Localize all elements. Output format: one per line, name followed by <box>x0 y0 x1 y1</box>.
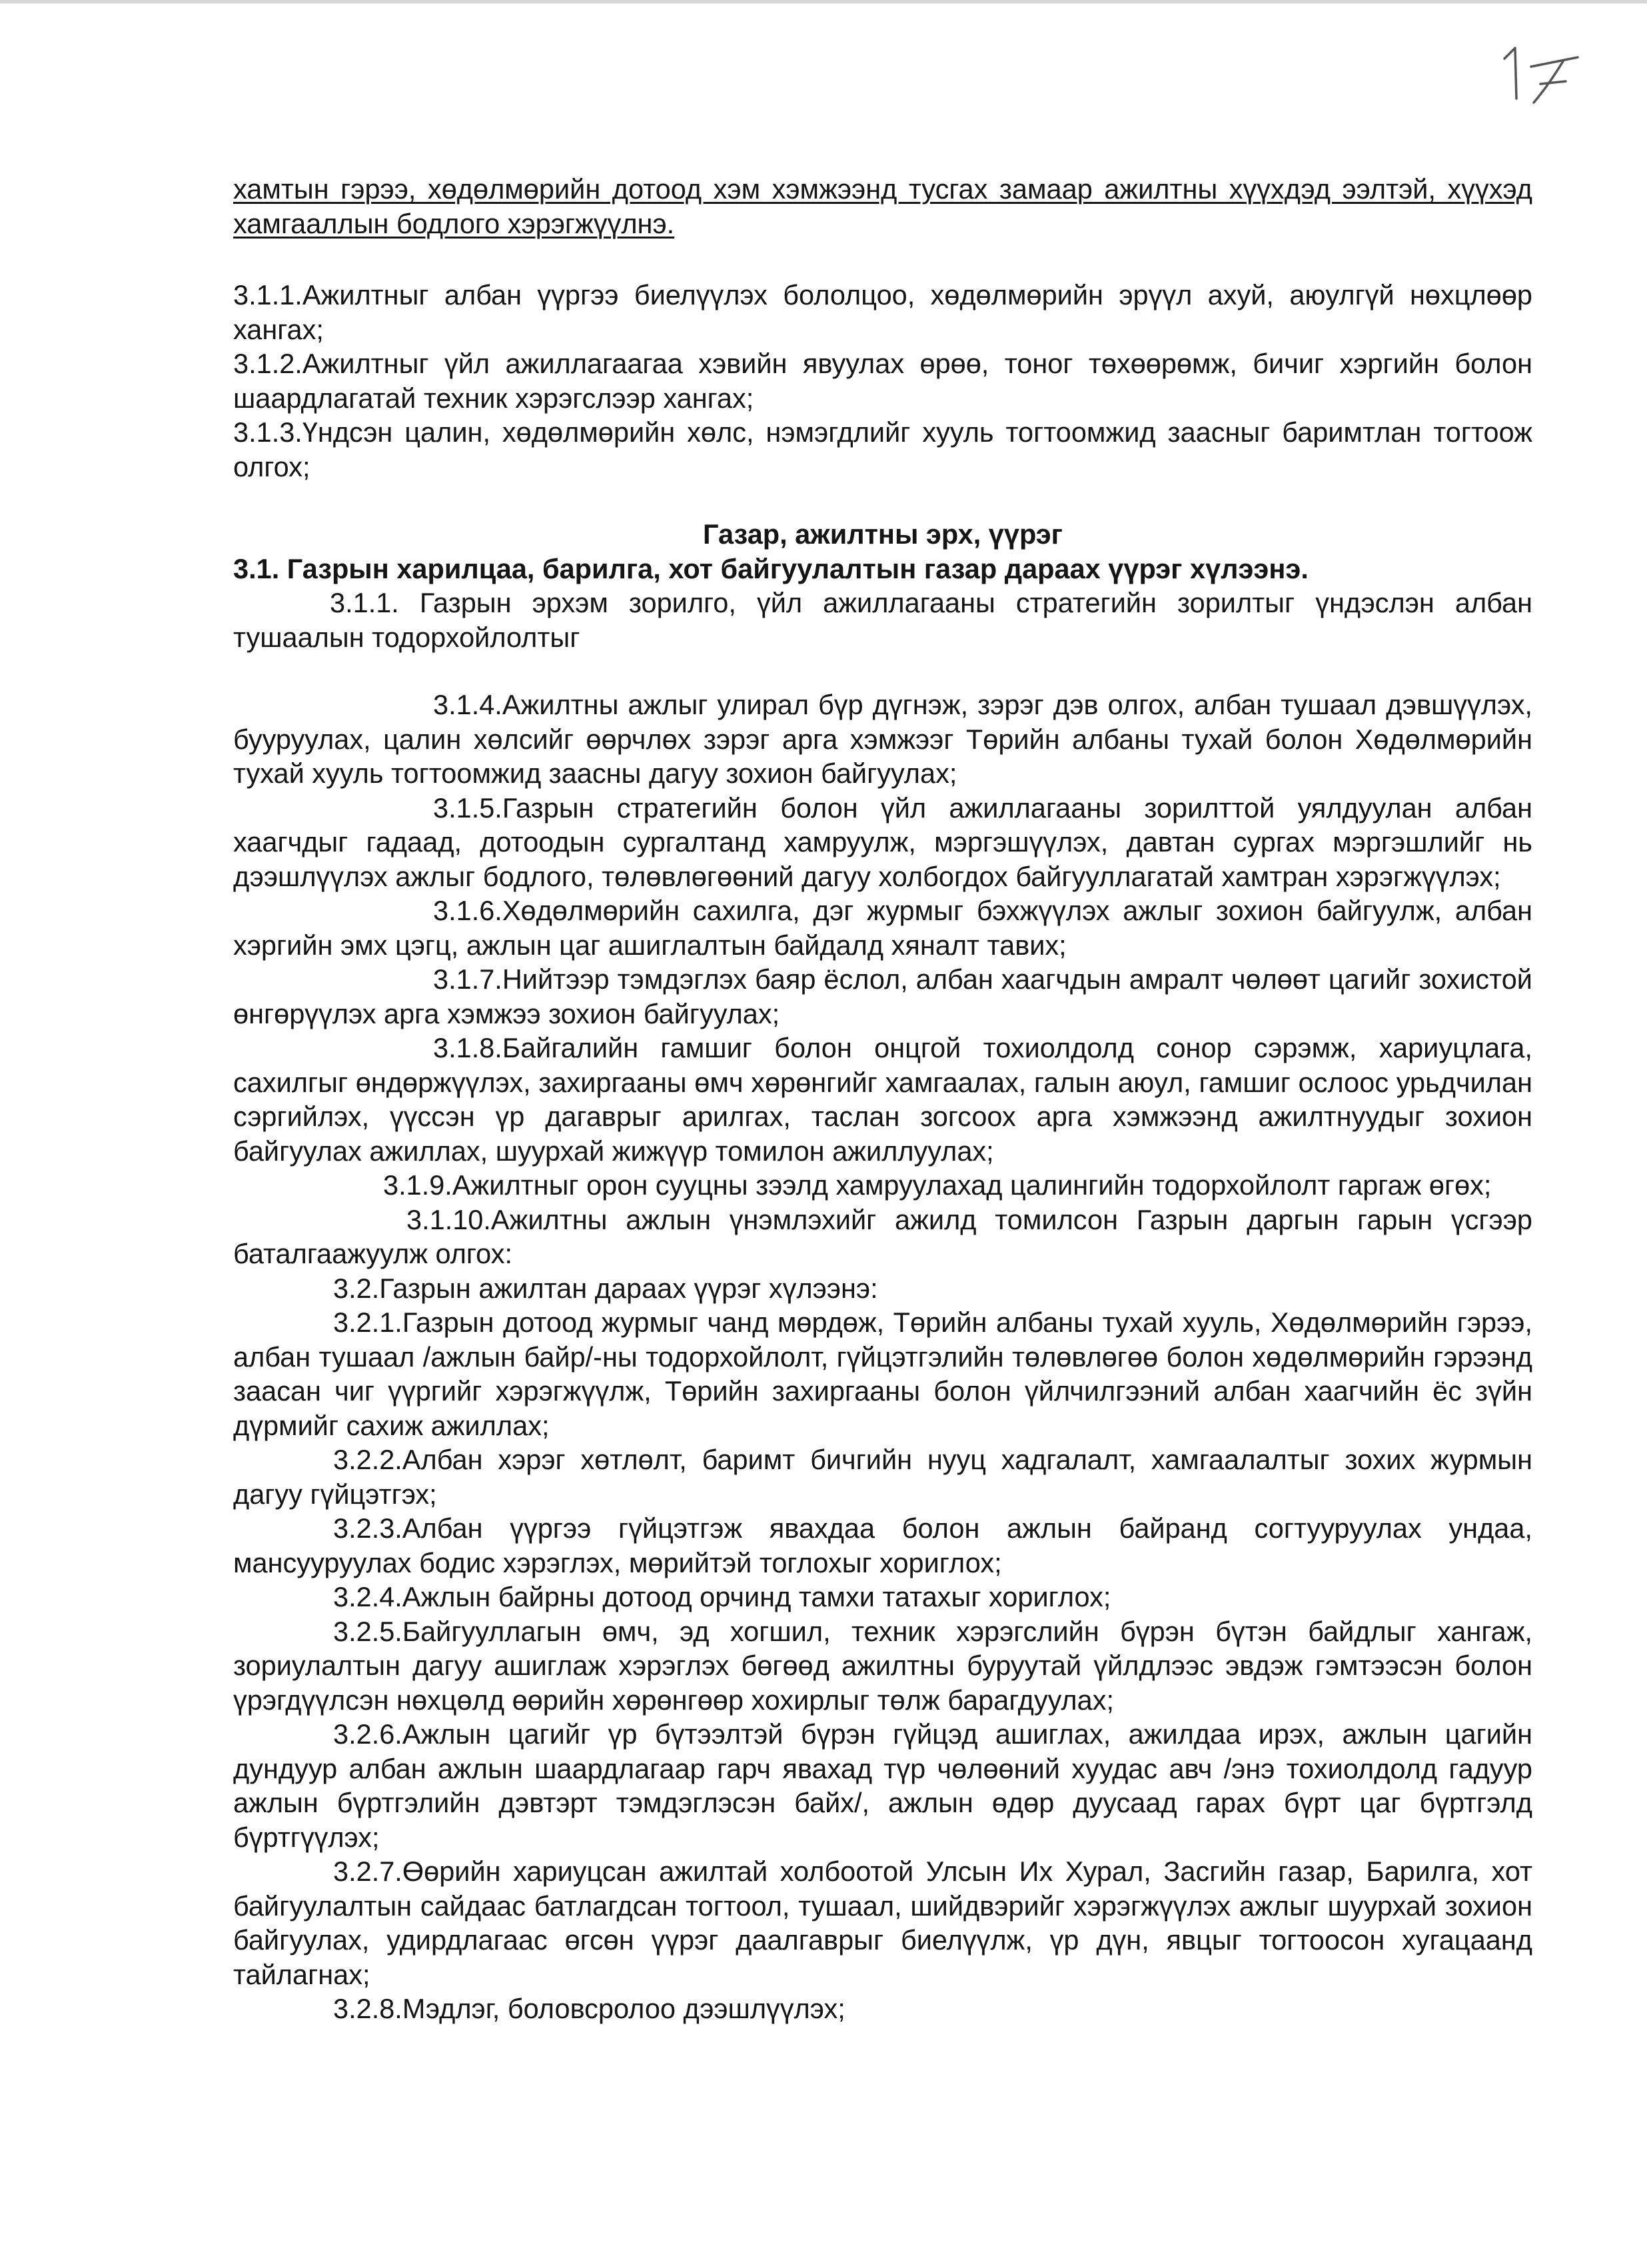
subsection-title: 3.1. Газрын харилцаа, барилга, хот байгуулалтын газар дараах үүрэг хүлээнэ. <box>233 552 1309 584</box>
item-3-1-5: 3.1.5.Газрын стратегийн болон үйл ажиллагааны зорилттой уялдуулан албан хаагчдыг гадаад, дотоодын сургалтанд хамруулж, мэргэшүүлэх, давтан сургах мэргэшлийг нь дээшлүүлэх ажлыг бодлого, төлөвлөгөөний дагуу холбогдох байгууллагатай хамтран хэрэгжүүлэх; <box>233 792 1532 892</box>
intro-underlined: хамтын гэрээ, хөдөлмөрийн дотоод хэм хэмжээнд тусгах замаар ажилтны хүүхдэд ээлтэй, хүүхэд хамгааллын бодлого хэрэгжүүлнэ. <box>233 173 1532 239</box>
item-3-2-4: 3.2.4.Ажлын байрны дотоод орчинд тамхи татахыг хориглох; <box>333 1581 1111 1612</box>
item-3-1-10: 3.1.10.Ажилтны ажлын үнэмлэхийг ажилд томилсон Газрын даргын гарын үсгээр баталгаажуулж олгох: <box>233 1203 1532 1269</box>
item-3-2-5: 3.2.5.Байгууллагын өмч, эд хогшил, техник хэрэгслийн бүрэн бүтэн байдлыг хангаж, зориулалтын дагуу ашиглаж хэрэглэх бөгөөд ажилтны буруутай үйлдлээс эвдэж гэмтээсэн болон үрэгдүүлсэн нөхцөлд өөрийн хөрөнгөөр хохирлыг төлж барагдуулах; <box>233 1615 1532 1716</box>
item-3-2-8: 3.2.8.Мэдлэг, боловсролоо дээшлүүлэх; <box>333 1993 845 2024</box>
section-title: Газар, ажилтны эрх, үүрэг <box>703 518 1063 550</box>
item-3-1-7: 3.1.7.Нийтээр тэмдэглэх баяр ёслол, албан хаагчдын амралт чөлөөт цагийг зохистой өнгөрүүлэх арга хэмжээ зохион байгуулах; <box>233 963 1532 1029</box>
document-body <box>233 172 1532 2026</box>
item-3-1-3a: 3.1.3.Үндсэн цалин, хөдөлмөрийн хөлс, нэмэгдлийг хууль тогтоомжид заасныг баримтлан тогтоож олгох; <box>233 416 1532 482</box>
item-3-2-1: 3.2.1.Газрын дотоод журмыг чанд мөрдөж, Төрийн албаны тухай хууль, Хөдөлмөрийн гэрээ, албан тушаал /ажлын байр/-ны тодорхойлолт, гүйцэтгэлийн төлөвлөгөө болон хөдөлмөрийн гэрээнд заасан чиг үүргийг хэрэгжүүлж, Төрийн захиргааны болон үйлчилгээний албан хаагчийн ёс зүйн дүрмийг сахиж ажиллах; <box>233 1307 1532 1441</box>
item-3-1-8: 3.1.8.Байгалийн гамшиг болон онцгой тохиолдолд сонор сэрэмж, хариуцлага, сахилгыг өндөржүүлэх, захиргааны өмч хөрөнгийг хамгаалах, галын аюул, гамшиг ослоос урьдчилан сэргийлэх, үүссэн үр дагаврыг арилгах, таслан зогсоох арга хэмжээнд ажилтнуудыг зохион байгуулах ажиллах, шуурхай жижүүр томилон ажиллуулах; <box>233 1032 1532 1167</box>
item-3-1-2a: 3.1.2.Ажилтныг үйл ажиллагаагаа хэвийн явуулах өрөө, тоног төхөөрөмж, бичиг хэргийн болон шаардлагатай техник хэрэгслээр хангах; <box>233 348 1532 414</box>
handwritten-page-number <box>1492 33 1599 140</box>
section-3-2-title: 3.2.Газрын ажилтан дараах үүрэг хүлээнэ: <box>333 1272 878 1304</box>
item-3-1-6: 3.1.6.Хөдөлмөрийн сахилга, дэг журмыг бэхжүүлэх ажлыг зохион байгуулж, албан хэргийн эмх цэгц, ажлын цаг ашиглалтын байдалд хяналт тавих; <box>233 895 1532 961</box>
item-3-1-1a: 3.1.1.Ажилтныг албан үүргээ биелүүлэх бололцоо, хөдөлмөрийн эрүүл ахуй, аюулгүй нөхцлөөр хангах; <box>233 279 1532 345</box>
item-3-1-9: 3.1.9.Ажилтныг орон сууцны зээлд хамруулахад цалингийн тодорхойлолт гаргаж өгөх; <box>383 1169 1492 1201</box>
scan-edge <box>0 0 1647 3</box>
item-3-2-3: 3.2.3.Албан үүргээ гүйцэтгэж явахдаа болон ажлын байранд согтууруулах ундаа, мансууруулах бодис хэрэглэх, мөрийтэй тоглохыг хориглох; <box>233 1512 1532 1578</box>
item-3-2-6: 3.2.6.Ажлын цагийг үр бүтээлтэй бүрэн гүйцэд ашиглах, ажилдаа ирэх, ажлын цагийн дундуур албан ажлын шаардлагаар гарч явахад түр чөлөөний хуудас авч /энэ тохиолдолд гадуур ажлын бүртгэлийн дэвтэрт тэмдэглэсэн байх/, ажлын өдөр дуусаад гарах бүрт цаг бүртгэлд бүртгүүлэх; <box>233 1718 1532 1853</box>
item-3-1-1b: 3.1.1. Газрын эрхэм зорилго, үйл ажиллагааны стратегийн зорилтыг үндэслэн албан тушаалын тодорхойлолтыг <box>233 587 1532 653</box>
item-3-2-2: 3.2.2.Албан хэрэг хөтлөлт, баримт бичгийн нууц хадгалалт, хамгаалалтыг зохих журмын дагуу гүйцэтгэх; <box>233 1444 1532 1510</box>
item-3-1-4: 3.1.4.Ажилтны ажлыг улирал бүр дүгнэж, зэрэг дэв олгох, албан тушаал дэвшүүлэх, бууруулах, цалин хөлсийг өөрчлөх зэрэг арга хэмжээг Төрийн албаны тухай болон Хөдөлмөрийн тухай хууль тогтоомжид заасны дагуу зохион байгуулах; <box>233 689 1532 789</box>
item-3-2-7: 3.2.7.Өөрийн хариуцсан ажилтай холбоотой Улсын Их Хурал, Засгийн газар, Барилга, хот байгуулалтын сайдаас батлагдсан тогтоол, тушаал, шийдвэрийг хэрэгжүүлэх ажлыг шуурхай зохион байгуулах, удирдлагаас өгсөн үүрэг даалгаврыг биелүүлж, үр дүн, явцыг тогтоосон хугацаанд тайлагнах; <box>233 1856 1532 1990</box>
